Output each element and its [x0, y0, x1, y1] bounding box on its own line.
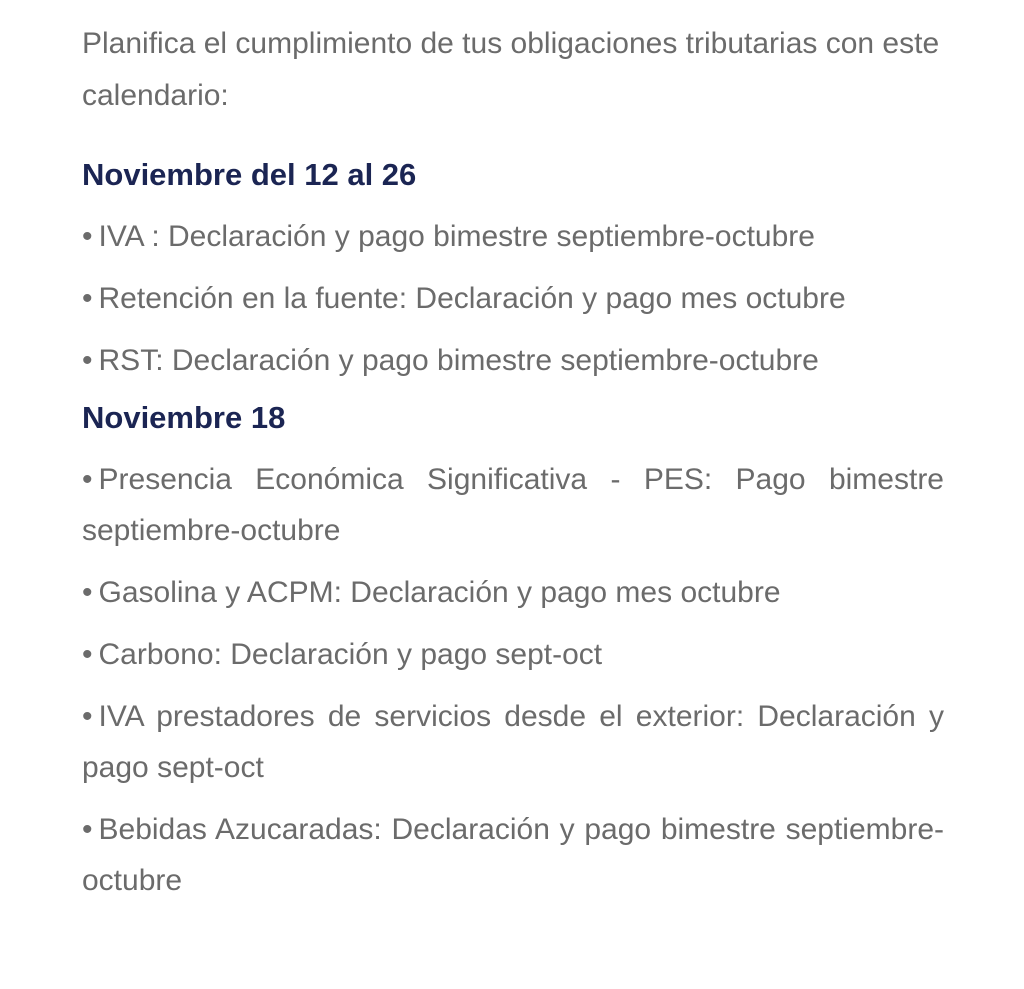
- bullet-icon: •: [82, 282, 93, 315]
- list-item: [82, 629, 944, 680]
- list-item-text: Gasolina y ACPM: Declaración y pago mes octubre: [98, 576, 781, 609]
- list-item: [82, 273, 944, 324]
- bullet-icon: •: [82, 344, 93, 377]
- bullet-icon: •: [82, 576, 93, 609]
- list-item: [82, 804, 944, 906]
- article-body: [82, 18, 944, 906]
- bullet-icon: •: [82, 700, 93, 733]
- list-item-text: RST: Declaración y pago bimestre septiembre-octubre: [98, 344, 819, 377]
- section-title-nov-12-26: Noviembre del 12 al 26: [82, 157, 417, 192]
- list-item: [82, 335, 944, 386]
- list-item: [82, 454, 944, 556]
- list-item: [82, 567, 944, 618]
- list-item-text: Bebidas Azucaradas: Declaración y pago bimestre septiembre-octubre: [82, 813, 944, 897]
- list-item-text: Presencia Económica Significativa - PES: Pago bimestre septiembre-octubre: [82, 463, 944, 547]
- list-item-text: Retención en la fuente: Declaración y pago mes octubre: [98, 282, 846, 315]
- list-item-text: IVA : Declaración y pago bimestre septiembre-octubre: [98, 220, 815, 253]
- list-item-text: IVA prestadores de servicios desde el exterior: Declaración y pago sept-oct: [82, 700, 944, 784]
- bullet-icon: •: [82, 220, 93, 253]
- intro-text: Planifica el cumplimiento de tus obligaciones tributarias con este calendario:: [82, 27, 940, 112]
- list-item-text: Carbono: Declaración y pago sept-oct: [98, 638, 603, 671]
- bullet-icon: •: [82, 638, 93, 671]
- bullet-icon: •: [82, 463, 93, 496]
- list-item: [82, 211, 944, 262]
- bullet-icon: •: [82, 813, 93, 846]
- section-title-nov-18: Noviembre 18: [82, 400, 286, 435]
- list-item: [82, 691, 944, 793]
